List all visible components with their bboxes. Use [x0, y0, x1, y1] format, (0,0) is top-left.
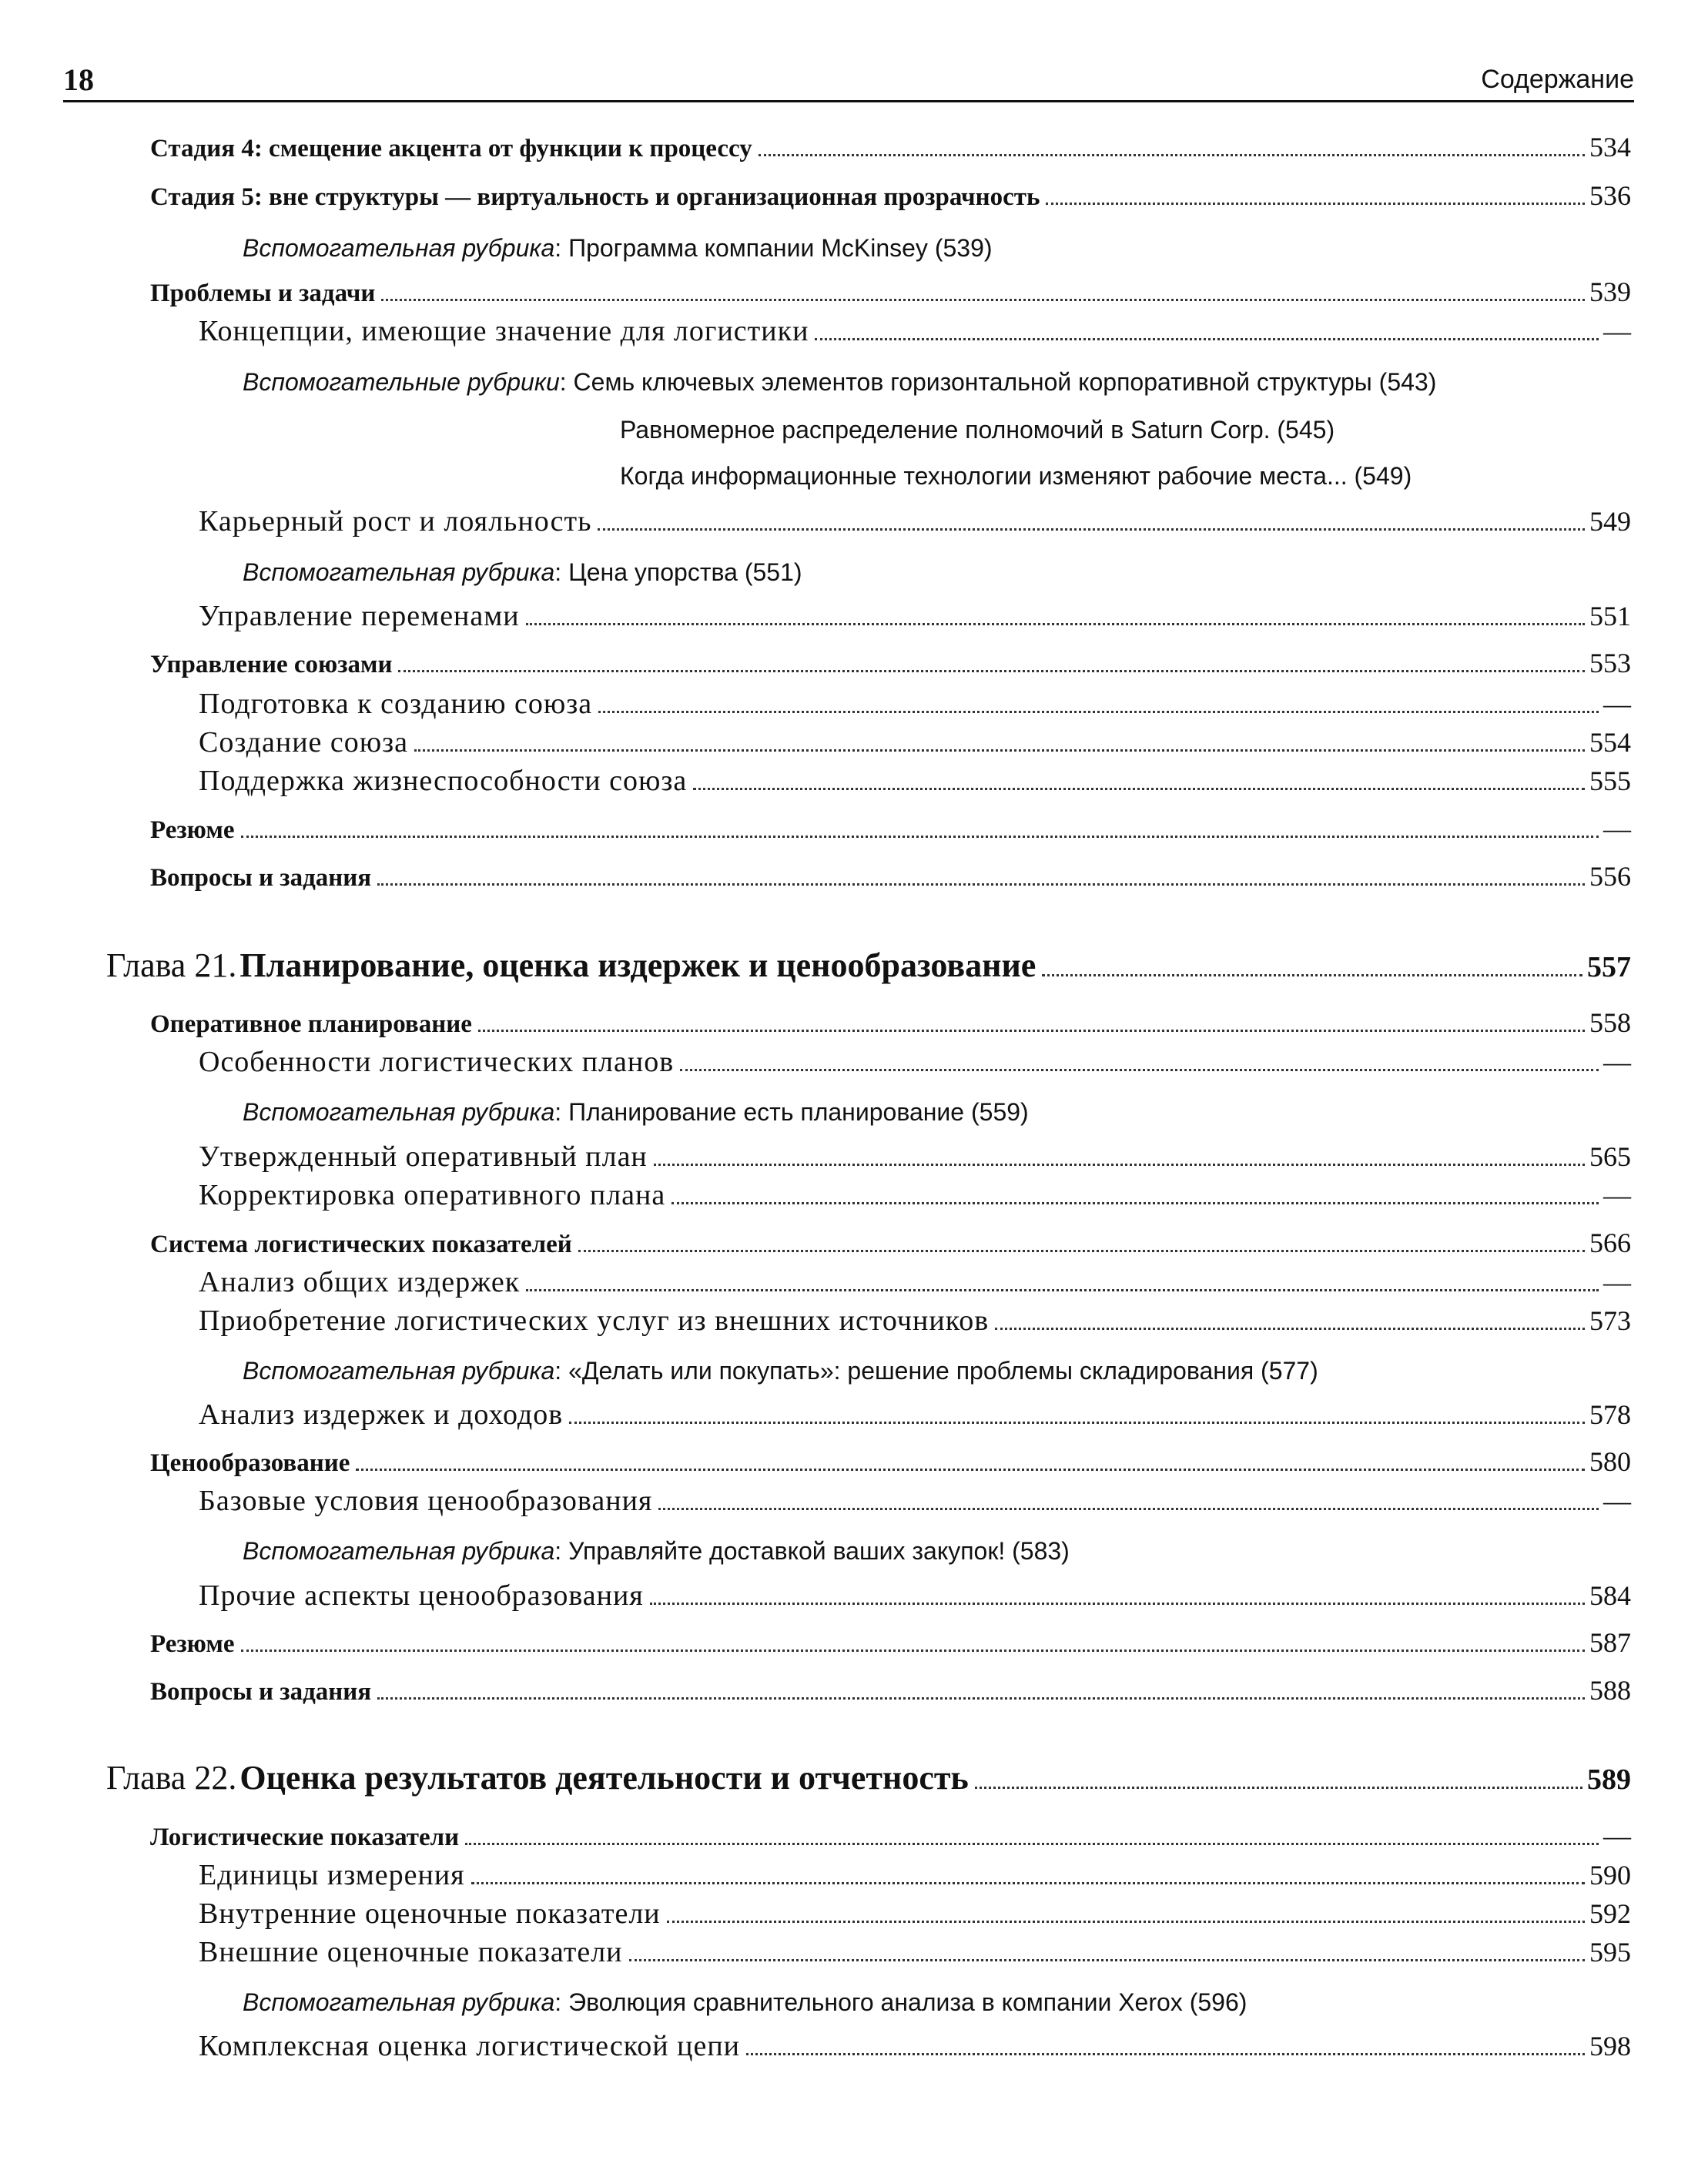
toc-entry-title: Создание союза [199, 726, 409, 759]
toc-subsection-row [199, 1045, 1631, 1085]
running-title: Содержание [1481, 65, 1634, 94]
toc-page-ref: 584 [1589, 1580, 1631, 1611]
toc-page-ref: 558 [1589, 1007, 1631, 1038]
sidebar-rubric-label: Вспомогательная рубрика [243, 1098, 555, 1126]
toc-section-row [150, 812, 1631, 852]
toc-page-ref: 592 [1589, 1898, 1631, 1929]
toc-page-ref: 539 [1589, 276, 1631, 307]
toc-section-row [150, 1227, 1631, 1267]
chapter-title: Оценка результатов деятельности и отчетность [239, 1759, 969, 1797]
toc-page-ref: — [1603, 1485, 1631, 1516]
dot-leader [598, 528, 1585, 531]
toc-page-ref: 566 [1589, 1228, 1631, 1258]
toc-entry-title: Управление союзами [150, 651, 393, 678]
toc-section-row [150, 860, 1631, 900]
toc-page-ref: 595 [1589, 1937, 1631, 1968]
sidebar-rubric-text: Управляйте доставкой ваших закупок! (583) [568, 1537, 1070, 1565]
toc-subsection-row [199, 1484, 1631, 1524]
toc-entry-title: Особенности логистических планов [199, 1046, 675, 1078]
sidebar-rubric-text: Семь ключевых элементов горизонтальной корпоративной структуры (543) [573, 368, 1437, 396]
dot-leader [629, 1959, 1586, 1961]
toc-entry-title: Анализ издержек и доходов [199, 1398, 564, 1431]
toc-entry-title: Карьерный рост и лояльность [199, 505, 592, 538]
toc-section-row [150, 647, 1631, 687]
toc-entry-title: Внешние оценочные показатели [199, 1936, 623, 1968]
dot-leader [414, 749, 1585, 752]
chapter-title: Планирование, оценка издержек и ценообразование [239, 946, 1037, 984]
sidebar-rubric: Вспомогательная рубрика: Управляйте доставкой ваших закупок! (583) [243, 1537, 1070, 1565]
sidebar-rubric-text: Планирование есть планирование (559) [568, 1098, 1029, 1126]
dot-leader [658, 1508, 1599, 1510]
toc-entry-title: Единицы измерения [199, 1859, 465, 1891]
toc-page-ref: 551 [1589, 601, 1631, 631]
toc-entry-title: Стадия 4: смещение акцента от функции к процессу [150, 135, 752, 162]
dot-leader [815, 338, 1599, 340]
chapter-page-ref: 557 [1587, 951, 1631, 983]
dot-leader [693, 788, 1585, 790]
sidebar-rubric-continued [620, 462, 1412, 491]
sidebar-rubric: Вспомогательная рубрика: Программа компании McKinsey (539) [243, 234, 993, 262]
sidebar-rubric-continued [620, 416, 1335, 444]
dot-leader [680, 1069, 1599, 1071]
toc-subsection-row [199, 2029, 1631, 2069]
toc-entry-title: Стадия 5: вне структуры — виртуальность и организационная прозрачность [150, 183, 1040, 211]
sidebar-rubric-text: Программа компании McKinsey (539) [568, 234, 993, 262]
dot-leader [1046, 203, 1585, 205]
sidebar-rubric: Вспомогательная рубрика: Планирование есть планирование (559) [243, 1098, 1029, 1126]
toc-section-row [150, 1674, 1631, 1714]
dot-leader [526, 1289, 1599, 1291]
chapter-page-ref: 589 [1587, 1763, 1631, 1796]
toc-page-ref: 588 [1589, 1675, 1631, 1706]
sidebar-rubric-text: Эволюция сравнительного анализа в компании Xerox (596) [568, 1988, 1248, 2016]
toc-subsection-row [199, 1178, 1631, 1218]
toc-subsection-row [199, 1579, 1631, 1619]
toc-subsection-row [199, 504, 1631, 544]
toc-page-ref: 587 [1589, 1627, 1631, 1658]
toc-subsection-row [199, 1265, 1631, 1305]
toc-page-ref: — [1603, 316, 1631, 347]
toc-entry-title: Подготовка к созданию союза [199, 688, 593, 720]
toc-page-ref: — [1603, 1820, 1631, 1851]
toc-entry-title: Резюме [150, 816, 235, 844]
toc-section-row [150, 1445, 1631, 1485]
toc-entry-title: Комплексная оценка логистической цепи [199, 2030, 741, 2062]
dot-leader [1042, 974, 1582, 976]
toc-page-ref: 554 [1589, 727, 1631, 758]
toc-subsection-row [199, 599, 1631, 639]
toc-page-ref: 555 [1589, 765, 1631, 796]
chapter-number: Глава 21. [106, 946, 237, 984]
toc-page-ref: 580 [1589, 1446, 1631, 1477]
dot-leader [398, 670, 1585, 672]
toc-entry-title: Вопросы и задания [150, 864, 372, 892]
toc-page-ref: 565 [1589, 1141, 1631, 1172]
dot-leader [526, 623, 1585, 625]
dot-leader [241, 1650, 1585, 1652]
dot-leader [650, 1603, 1585, 1605]
toc-entry-title: Базовые условия ценообразования [199, 1485, 653, 1517]
toc-page-ref: — [1603, 813, 1631, 844]
sidebar-rubric: Вспомогательная рубрика: Цена упорства (551) [243, 558, 802, 586]
toc-entry-title: Логистические показатели [150, 1824, 460, 1851]
toc-subsection-row [199, 1897, 1631, 1937]
toc-subsection-row [199, 1398, 1631, 1438]
dot-leader [975, 1787, 1582, 1789]
toc-entry-title: Ценообразование [150, 1449, 350, 1477]
toc-entry-title: Анализ общих издержек [199, 1266, 521, 1298]
dot-leader [598, 711, 1599, 713]
toc-entry-title: Прочие аспекты ценообразования [199, 1579, 644, 1612]
chapter-heading-row [106, 1758, 1631, 1806]
sidebar-rubric: Вспомогательная рубрика: «Делать или покупать»: решение проблемы складирования (577) [243, 1357, 1318, 1385]
toc-section-row [150, 179, 1631, 219]
toc-page-ref: 556 [1589, 861, 1631, 892]
toc-page-ref: 534 [1589, 132, 1631, 162]
dot-leader [654, 1164, 1585, 1166]
chapter-heading-row [106, 946, 1631, 993]
sidebar-rubric-label: Вспомогательные рубрики [243, 368, 560, 396]
sidebar-rubric-text: Когда информационные технологии изменяют рабочие места... (549) [620, 462, 1412, 490]
page-header [63, 62, 1634, 102]
toc-entry-title: Корректировка оперативного плана [199, 1179, 666, 1211]
toc-entry-title: Внутренние оценочные показатели [199, 1897, 661, 1930]
toc-section-row [150, 1626, 1631, 1666]
toc-entry-title: Поддержка жизнеспособности союза [199, 765, 688, 797]
toc-section-row [150, 1006, 1631, 1047]
toc-entry-title: Утвержденный оперативный план [199, 1140, 648, 1173]
toc-subsection-row [199, 1304, 1631, 1344]
sidebar-rubric-label: Вспомогательная рубрика [243, 1537, 555, 1565]
toc-subsection-row [199, 725, 1631, 765]
toc-page-ref: 536 [1589, 180, 1631, 211]
dot-leader [667, 1921, 1585, 1923]
dot-leader [478, 1030, 1585, 1032]
sidebar-rubric-label: Вспомогательная рубрика [243, 558, 555, 586]
toc-entry-title: Оперативное планирование [150, 1010, 472, 1038]
page-number: 18 [63, 62, 94, 97]
sidebar-rubric: Вспомогательные рубрики: Семь ключевых элементов горизонтальной корпоративной структуры (543) [243, 368, 1437, 396]
sidebar-rubric-label: Вспомогательная рубрика [243, 1988, 555, 2016]
dot-leader [671, 1202, 1599, 1204]
sidebar-rubric-label: Вспомогательная рубрика [243, 234, 555, 262]
dot-leader [746, 2053, 1585, 2055]
toc-page-ref: 553 [1589, 648, 1631, 678]
dot-leader [377, 883, 1585, 886]
toc-page-ref: 590 [1589, 1860, 1631, 1891]
toc-page-ref: 549 [1589, 506, 1631, 537]
dot-leader [241, 836, 1599, 838]
toc-subsection-row [199, 314, 1631, 354]
dot-leader [995, 1328, 1585, 1330]
toc-subsection-row [199, 687, 1631, 727]
toc-entry-title: Вопросы и задания [150, 1678, 372, 1706]
toc-subsection-row [199, 764, 1631, 804]
toc-entry-title: Управление переменами [199, 600, 520, 632]
toc-section-row [150, 1820, 1631, 1860]
toc-page-ref: 573 [1589, 1305, 1631, 1336]
dot-leader [569, 1422, 1585, 1424]
chapter-number: Глава 22. [106, 1759, 237, 1797]
dot-leader [381, 299, 1585, 301]
sidebar-rubric-text: Равномерное распределение полномочий в Saturn Corp. (545) [620, 416, 1335, 444]
toc-subsection-row [199, 1140, 1631, 1180]
toc-page-ref: — [1603, 1267, 1631, 1298]
dot-leader [377, 1697, 1585, 1700]
toc-entry-title: Система логистических показателей [150, 1231, 572, 1258]
dot-leader [759, 154, 1585, 156]
toc-entry-title: Приобретение логистических услуг из внешних источников [199, 1305, 990, 1337]
sidebar-rubric-label: Вспомогательная рубрика [243, 1357, 555, 1385]
toc-subsection-row [199, 1858, 1631, 1898]
dot-leader [471, 1882, 1585, 1884]
toc-subsection-row [199, 1935, 1631, 1975]
sidebar-rubric: Вспомогательная рубрика: Эволюция сравнительного анализа в компании Xerox (596) [243, 1988, 1248, 2016]
toc-entry-title: Проблемы и задачи [150, 280, 376, 307]
toc-entry-title: Концепции, имеющие значение для логистики [199, 315, 809, 347]
toc-page-ref: 598 [1589, 2031, 1631, 2061]
dot-leader [356, 1469, 1585, 1471]
dot-leader [578, 1250, 1585, 1252]
toc-page-ref: — [1603, 688, 1631, 719]
toc-section-row [150, 276, 1631, 316]
toc-section-row [150, 131, 1631, 171]
sidebar-rubric-text: Цена упорства (551) [568, 558, 802, 586]
dot-leader [465, 1843, 1599, 1845]
toc-entry-title: Резюме [150, 1630, 235, 1658]
toc-page-ref: 578 [1589, 1399, 1631, 1430]
toc-page-ref: — [1603, 1047, 1631, 1077]
sidebar-rubric-text: «Делать или покупать»: решение проблемы складирования (577) [568, 1357, 1318, 1385]
toc-page-ref: — [1603, 1180, 1631, 1211]
